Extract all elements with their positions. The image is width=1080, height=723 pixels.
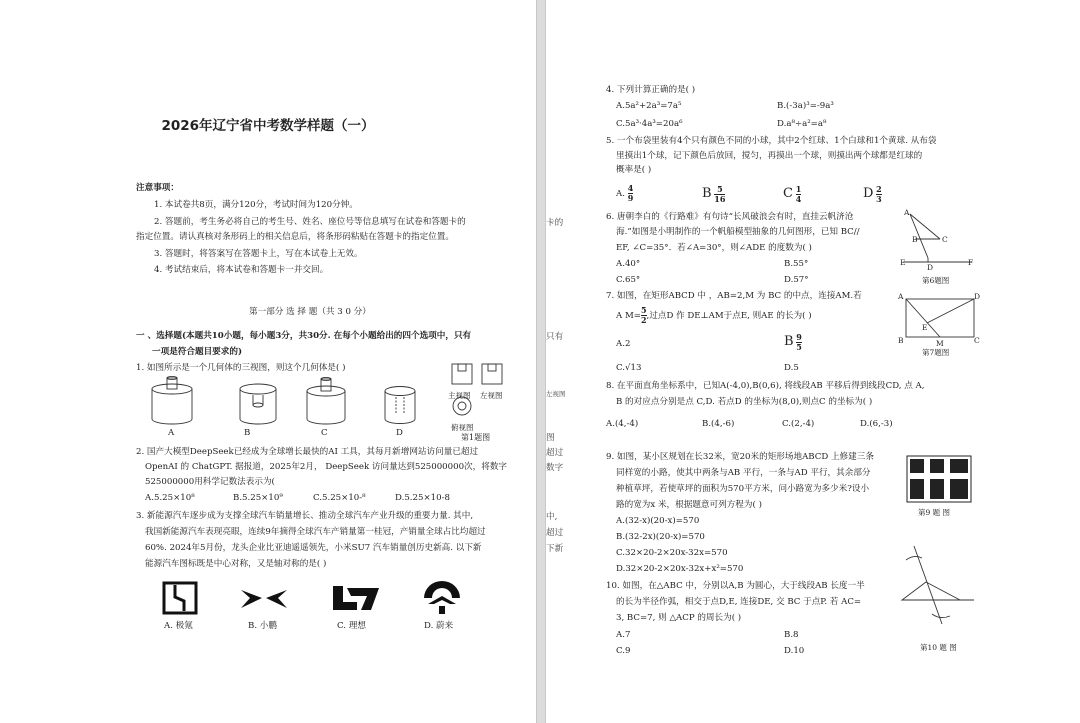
q2-line-2: OpenAI 的 ChatGPT. 据报道，2025年2月， DeepSeek 访问量达到525000000次，将数字 [145, 462, 508, 472]
q4-option-c: C.5a³·4a³=20a⁶ [616, 119, 683, 129]
page-gutter [536, 0, 546, 723]
q9-lawn-roads-figure [906, 455, 972, 503]
q6-figure-caption: 第6题图 [922, 276, 950, 285]
q8-option-c: C.(2,-4) [782, 419, 815, 429]
bleed-text: 左视图 [546, 390, 566, 398]
section-heading: 一 、选择题(本题共10小题，每小题3分，共30分. 在每个小题给出的四个选项中，只有 [136, 331, 472, 341]
q7-option-a: A.2 [616, 339, 631, 349]
q1-figure-caption: 第1题图 [461, 433, 491, 442]
li-auto-logo-icon [331, 584, 381, 612]
q3-line-3: 60%. 2024年5月份，龙头企业比亚迪遥遥领先，小米SU7 汽车销量创历史新高. 以下新 [145, 543, 482, 553]
q6-line-2: 海.”如图是小明制作的一个帆船模型抽象的几何图形，已知 BC// [616, 227, 860, 237]
bleed-text: 数字 [546, 463, 564, 473]
note-4: 4. 考试结束后，将本试卷和答题卡一并交回。 [154, 265, 329, 275]
q3-line-1: 3. 新能源汽车逐步成为支撑全球汽车销量增长、推动全球汽车产业升级的重要力量. 其中, [136, 511, 474, 521]
left-page [0, 0, 536, 723]
q5-line-3: 概率是( ) [616, 165, 652, 175]
bleed-text: 只有 [546, 332, 564, 342]
q10-option-b: B.8 [784, 630, 799, 640]
q2-option-b: B.5.25×10⁹ [233, 493, 283, 503]
q3-option-d: D. 蔚来 [424, 621, 454, 631]
note-2-cont: 指定位置。请认真核对条形码上的相关信息后，将条形码粘贴在答题卡的指定位置。 [136, 232, 454, 242]
q2-line-3: 525000000用科学记数法表示为( [145, 477, 275, 487]
q8-option-d: D.(6,-3) [860, 419, 893, 429]
q6-letter: B [912, 235, 918, 244]
q10-option-d: D.10 [784, 646, 805, 656]
q2-option-a: A.5.25×10⁸ [145, 493, 195, 503]
q10-line-3: 3, BC=7, 则 △ACP 的周长为( ) [616, 613, 742, 623]
q4-option-a: A.5a²+2a³=7a⁵ [616, 101, 682, 111]
q6-letter: A [904, 208, 910, 217]
q8-line-2: B 的对应点分别是点 C,D. 若点D 的坐标为(8,0),则点C 的坐标为( ) [616, 397, 873, 407]
q6-letter: F [968, 258, 974, 267]
q7-option-c: C.√13 [616, 363, 642, 373]
nio-logo-icon [422, 580, 462, 616]
note-2: 2. 答题前，考生务必将自己的考生号、姓名、座位号等信息填写在试卷和答题卡的 [154, 217, 466, 227]
q6-line-3: EF, ∠C=35°．若∠A=30°，则∠ADE 的度数为( ) [616, 243, 812, 253]
q2-line-1: 2. 国产大模型DeepSeek已经成为全球增长最快的AI 工具，其每月新增网站访问量已超过 [136, 447, 479, 457]
q1-option-b: B [244, 428, 251, 438]
q8-option-a: A.(4,-4) [606, 419, 639, 429]
q9-option-c: C.32×20-2×20x-32x=570 [616, 548, 728, 558]
q1-option-c: C [321, 428, 328, 438]
q7-letter: E [922, 323, 928, 332]
q7-rectangle-figure [902, 296, 978, 344]
q5-option-d: D $\frac{2}{3}$ [863, 184, 882, 204]
q1-stem: 1. 如图所示是一个几何体的三视图，则这个几何体是( ) [136, 363, 346, 373]
q2-option-c: C.5.25×10-⁸ [313, 493, 366, 503]
q5-option-a: A. $\frac{4}{9}$ [616, 183, 634, 203]
q4-option-b: B.(-3a)³=-9a³ [777, 101, 834, 111]
q1-top-view-label: 俯视图 [451, 423, 474, 432]
q10-triangle-construction-figure [896, 540, 980, 630]
q8-line-1: 8. 在平面直角坐标系中，已知A(-4,0),B(0,6), 将线段AB 平移后得到线段CD, 点 A, [606, 381, 925, 391]
exam-title: 2026年辽宁省中考数学样题（一） [161, 118, 375, 134]
q6-line-1: 6. 唐朝李白的《行路难》有句诗“长风破浪会有时，直挂云帆济沧 [606, 212, 854, 222]
q10-line-1: 10. 如图，在△ABC 中，分别以A,B 为圆心，大于线段AB 长度一半 [606, 581, 865, 591]
bleed-text: 中, [546, 512, 558, 522]
q3-line-2: 我国新能源汽车表现亮眼，连续9年摘得全球汽车产销量第一桂冠，产销量全球占比均超过 [145, 527, 486, 537]
note-3: 3. 答题时，将答案写在答题卡上，写在本试卷上无效。 [154, 249, 363, 259]
notice-heading: 注意事项： [136, 183, 179, 193]
q6-letter: C [942, 235, 948, 244]
bleed-text: 下新 [546, 544, 564, 554]
q3-option-b: B. 小鹏 [248, 621, 277, 631]
q9-line-1: 9. 如图，某小区规划在长32米，宽20米的矩形场地ABCD 上修建三条 [606, 452, 874, 462]
q7-letter: C [974, 336, 980, 345]
q3-option-a: A. 极氪 [164, 621, 193, 631]
q6-letter: E [900, 258, 906, 267]
zeekr-logo-icon [162, 581, 198, 615]
q10-figure-caption: 第10 题 图 [920, 643, 957, 652]
q3-option-c: C. 理想 [337, 621, 366, 631]
q5-option-b: B $\frac{5}{16}$ [702, 184, 726, 204]
q9-option-d: D.32×20-2×20x-32x+x²=570 [616, 564, 744, 574]
q10-line-2: 的长为半径作弧，相交于点D,E, 连接DE, 交 BC 于点P. 若 AC= [616, 597, 862, 607]
q7-option-b: B $\frac{9}{5}$ [784, 332, 802, 352]
q7-letter: D [974, 292, 981, 301]
q9-line-3: 种植草坪，若使草坪的面积为570平方米，问小路宽为多少米?设小 [616, 484, 870, 494]
xpeng-logo-icon [240, 586, 288, 610]
q6-letter: D [927, 263, 934, 272]
q9-option-a: A.(32-x)(20-x)=570 [616, 516, 700, 526]
q2-option-d: D.5.25×10-8 [395, 493, 450, 503]
section-heading-cont: 一项是符合题目要求的) [152, 347, 243, 357]
q1-solids-figure [146, 375, 436, 430]
q10-option-c: C.9 [616, 646, 631, 656]
part-title: 第一部分 选 择 题（共 3 0 分） [249, 307, 371, 317]
q7-letter: B [898, 336, 904, 345]
q8-option-b: B.(4,-6) [702, 419, 735, 429]
right-page [546, 0, 1080, 723]
q6-option-d: D.57° [784, 275, 809, 285]
bleed-text: 卡的 [546, 218, 564, 228]
q4-stem: 4. 下列计算正确的是( ) [606, 85, 696, 95]
q5-line-2: 里摸出1个球，记下颜色后放回，搅匀，再摸出一个球，则摸出两个球都是红球的 [616, 151, 923, 161]
q9-line-2: 同样宽的小路，使其中两条与AB 平行，一条与AD 平行，其余部分 [616, 468, 871, 478]
q7-line-1: 7. 如图，在矩形ABCD 中 ，AB=2,M 为 BC 的中点，连接AM.若 [606, 291, 862, 301]
bleed-text: 图 [546, 433, 555, 443]
q10-option-a: A.7 [616, 630, 631, 640]
note-1: 1. 本试卷共8页，满分120分，考试时间为120分钟。 [154, 200, 358, 210]
q9-figure-caption: 第9 题 图 [918, 508, 951, 517]
q6-option-a: A.40° [616, 259, 641, 269]
q5-line-1: 5. 一个布袋里装有4个只有颜色不同的小球，其中2个红球、1个白球和1个黄球. 从布袋 [606, 136, 937, 146]
bleed-text: 超过 [546, 448, 564, 458]
q1-option-d: D [396, 428, 403, 438]
q7-option-d: D.5 [784, 363, 799, 373]
q1-side-view-label: 左视图 [480, 391, 503, 400]
q7-letter: M [936, 339, 944, 348]
q6-option-b: B.55° [784, 259, 809, 269]
q7-line-2: A M= $\frac{5}{2}$ ,过点D 作 DE⊥AM于点E, 则AE 的长为( ) [616, 305, 812, 325]
q5-option-c: C $\frac{1}{4}$ [783, 184, 802, 204]
q1-front-view-label: 主视图 [448, 391, 471, 400]
bleed-text: 超过 [546, 528, 564, 538]
q3-line-4: 能源汽车图标既是中心对称，又是轴对称的是( ) [145, 559, 327, 569]
q9-option-b: B.(32-2x)(20-x)=570 [616, 532, 705, 542]
q6-option-c: C.65° [616, 275, 641, 285]
q7-letter: A [898, 292, 904, 301]
q7-figure-caption: 第7题图 [922, 348, 950, 357]
q9-line-4: 路的宽为x 米，根据题意可列方程为( ) [616, 500, 762, 510]
q1-option-a: A [168, 428, 175, 438]
q4-option-d: D.a⁸÷a²=a⁸ [777, 119, 827, 129]
